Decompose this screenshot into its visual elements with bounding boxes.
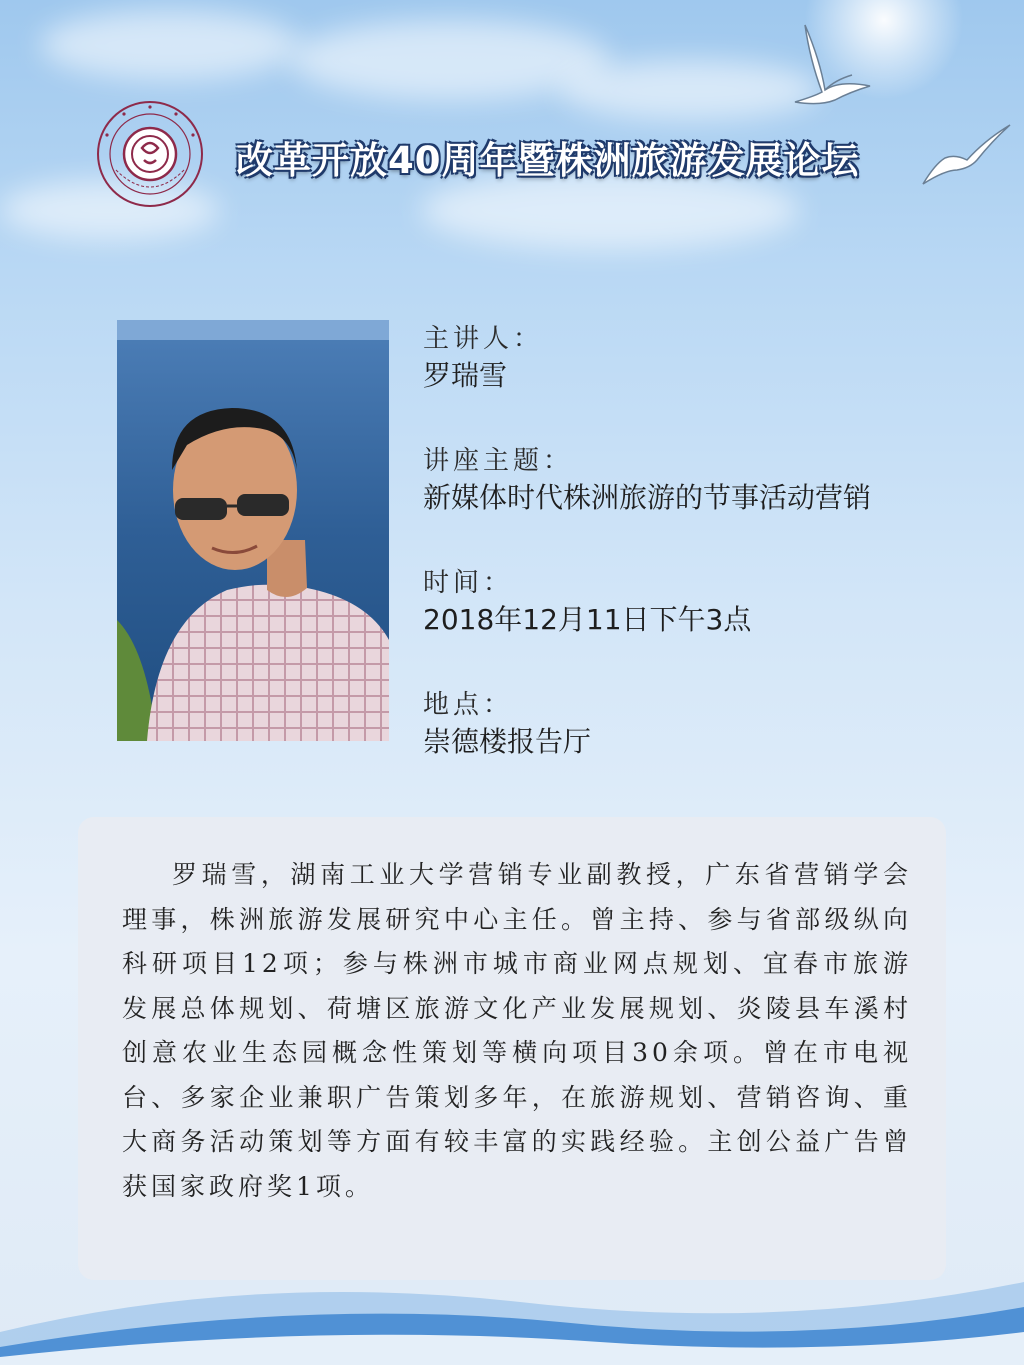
speaker-name: 罗瑞雪 <box>423 359 508 392</box>
page-title: 改革开放40周年暨株洲旅游发展论坛 <box>236 139 860 182</box>
time-value: 2018年12月11日下午3点 <box>423 603 752 636</box>
topic-label: 讲座主题： <box>423 446 574 476</box>
time-label: 时间： <box>423 568 514 598</box>
event-info <box>423 322 983 810</box>
place-value: 崇德楼报告厅 <box>423 725 592 758</box>
bottom-waves <box>0 1262 1024 1365</box>
speaker-label: 主讲人： <box>423 324 544 354</box>
bio-text: 罗瑞雪，湖南工业大学营销专业副教授，广东省营销学会理事，株洲旅游发展研究中心主任。曾主持、参与省部级纵向科研项目12项；参与株洲市城市商业网点规划、宜春市旅游发展总体规划、荷塘区旅游文化产业发展规划、炎陵县车溪村创意农业生态园概念性策划等横向项目30余项。曾在市电视台、多家企业兼职广告策划多年，在旅游规划、营销咨询、重大商务活动策划等方面有较丰富的实践经验。主创公益广告曾获国家政府奖1项。 <box>122 860 912 1201</box>
speaker-photo <box>117 320 389 741</box>
seagull-icon <box>915 120 1015 190</box>
seagull-icon <box>780 20 890 115</box>
topic-value: 新媒体时代株洲旅游的节事活动营销 <box>423 481 872 514</box>
place-label: 地点： <box>423 690 514 720</box>
cloud <box>40 10 300 80</box>
bio-panel <box>78 817 946 1280</box>
university-logo <box>96 100 204 208</box>
